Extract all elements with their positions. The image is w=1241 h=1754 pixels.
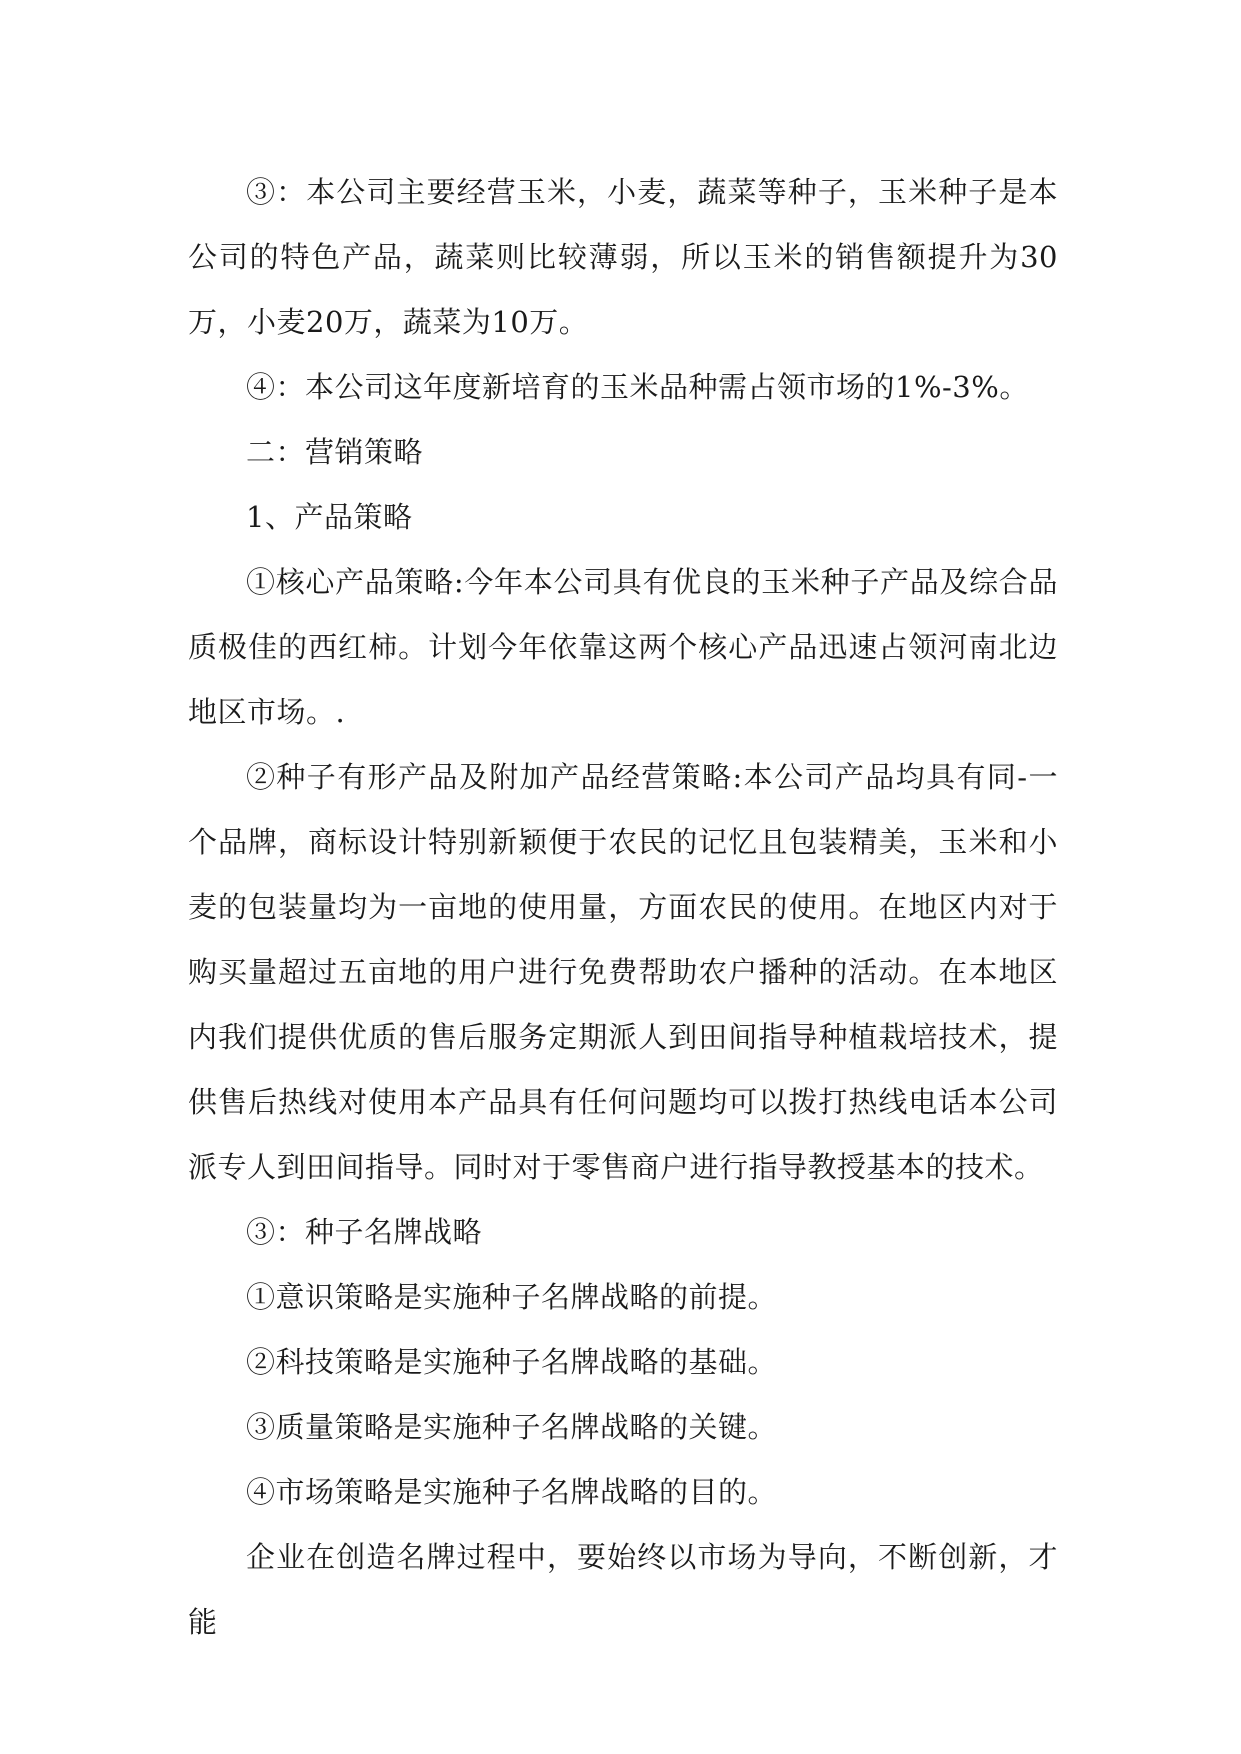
subsection-heading-product-strategy: 1、产品策略 [246,500,413,534]
paragraph-tangible-additional-product-strategy: ②种子有形产品及附加产品经营策略:本公司产品均具有同-一个品牌，商标设计特别新颖便于农民的记忆且包装精美，玉米和小麦的包装量均为一亩地的使用量，方面农民的使用。在地区内对于购买量超过五亩地的用户进行免费帮助农户播种的活动。在本地区内我们提供优质的售后服务定期派人到田间指导种植栽培技术，提供售后热线对使用本产品具有任何问题均可以拨打热线电话本公司派专人到田间指导。同时对于零售商户进行指导教授基本的技术。 [188,760,1058,1184]
section-heading-marketing-strategy: 二：营销策略 [246,435,424,469]
list-item-quality-strategy: ③质量策略是实施种子名牌战略的关键。 [246,1410,778,1444]
list-item-awareness-strategy: ①意识策略是实施种子名牌战略的前提。 [246,1280,778,1314]
list-item-market-strategy: ④市场策略是实施种子名牌战略的目的。 [246,1475,778,1509]
paragraph-corn-wheat-vegetable-sales: ③：本公司主要经营玉米，小麦，蔬菜等种子，玉米种子是本公司的特色产品，蔬菜则比较薄弱，所以玉米的销售额提升为30万，小麦20万，蔬菜为10万。 [188,175,1058,339]
paragraph-brand-creation: 企业在创造名牌过程中，要始终以市场为导向，不断创新，才能 [188,1540,1058,1639]
paragraph-core-product-strategy: ①核心产品策略:今年本公司具有优良的玉米种子产品及综合品质极佳的西红柿。计划今年依靠这两个核心产品迅速占领河南北边地区市场。. [188,565,1058,729]
document-body [188,160,1058,1655]
paragraph-market-share-target: ④：本公司这年度新培育的玉米品种需占领市场的1%-3%。 [246,370,1029,404]
subsection-heading-brand-strategy: ③：种子名牌战略 [246,1215,483,1249]
list-item-technology-strategy: ②科技策略是实施种子名牌战略的基础。 [246,1345,778,1379]
